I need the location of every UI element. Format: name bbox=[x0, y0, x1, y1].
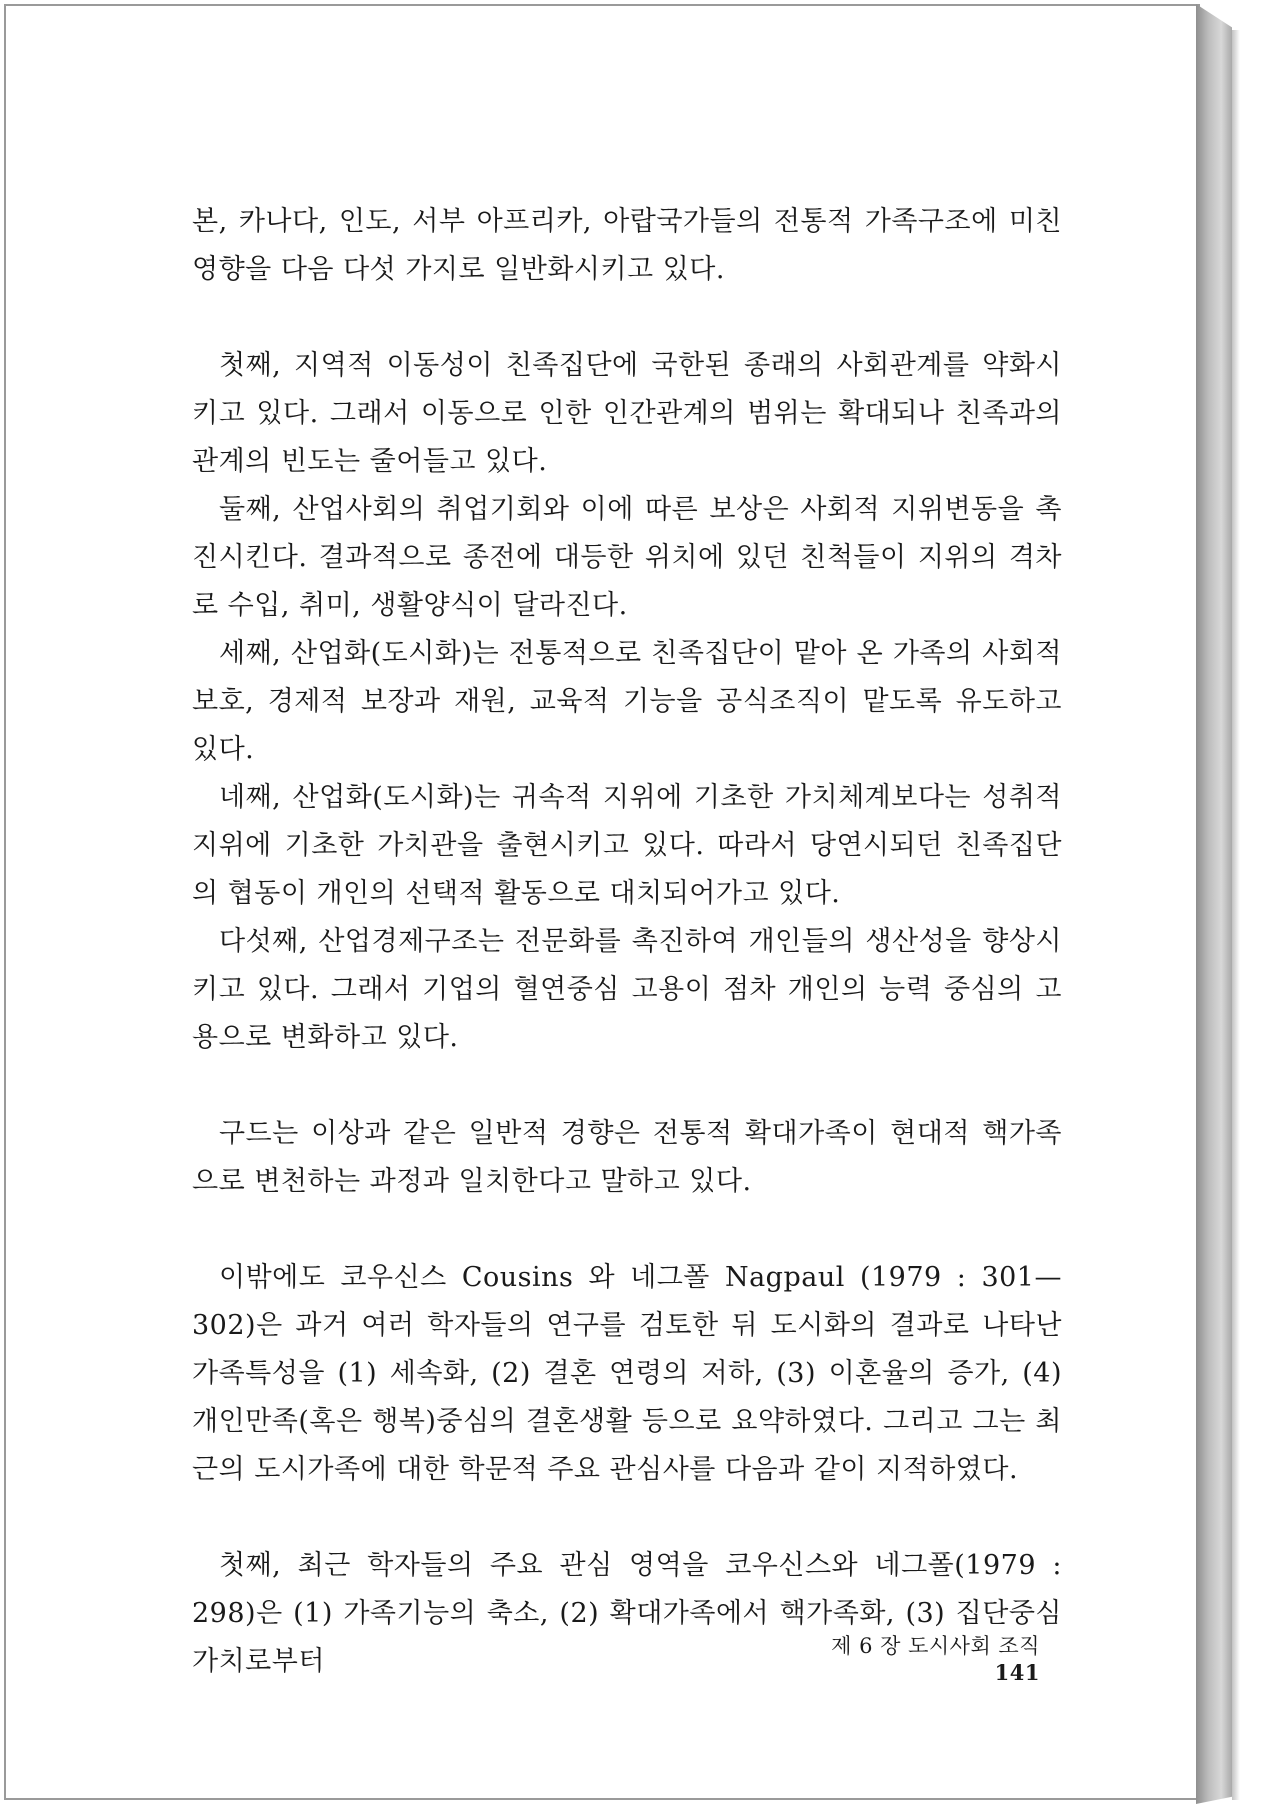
paragraph: 세째, 산업화(도시화)는 전통적으로 친족집단이 맡아 온 가족의 사회적보호, 경제적 보장과 재원, 교육적 기능을 공식조직이 맡도록 유도하고 있다. bbox=[192, 638, 1062, 765]
paragraph: 다섯째, 산업경제구조는 전문화를 촉진하여 개인들의 생산성을 향상시키고 있다. 그래서 기업의 혈연중심 고용이 점차 개인의 능력 중심의 고용으로 변화하고 있다. bbox=[192, 926, 1062, 1053]
page-footer bbox=[780, 1630, 1040, 1685]
paragraph: 네째, 산업화(도시화)는 귀속적 지위에 기초한 가치체계보다는 성취적 지위에 기초한 가치관을 출현시키고 있다. 따라서 당연시되던 친족집단의 협동이 개인의 선택적 활동으로 대치되어가고 있다. bbox=[192, 782, 1062, 909]
paragraph: 첫째, 지역적 이동성이 친족집단에 국한된 종래의 사회관계를 약화시키고 있다. 그래서 이동으로 인한 인간관계의 범위는 확대되나 친족과의 관계의 빈도는 줄어들고 있다. bbox=[192, 350, 1062, 477]
page-body bbox=[192, 198, 1062, 1686]
page-number: 141 bbox=[994, 1660, 1040, 1685]
chapter-title: 제 6 장 도시사회 조직 bbox=[831, 1634, 1040, 1658]
page-edge bbox=[1196, 4, 1232, 1804]
paragraph: 구드는 이상과 같은 일반적 경향은 전통적 확대가족이 현대적 핵가족으로 변천하는 과정과 일치한다고 말하고 있다. bbox=[192, 1118, 1062, 1197]
paragraph: 둘째, 산업사회의 취업기회와 이에 따른 보상은 사회적 지위변동을 촉진시킨다. 결과적으로 종전에 대등한 위치에 있던 친척들이 지위의 격차로 수입, 취미, 생활양식이 달라진다. bbox=[192, 494, 1062, 621]
paragraph: 본, 카나다, 인도, 서부 아프리카, 아랍국가들의 전통적 가족구조에 미친 영향을 다음 다섯 가지로 일반화시키고 있다. bbox=[192, 206, 1062, 285]
paragraph: 첫째, 최근 학자들의 주요 관심 영역을 코우신스와 네그폴(1979 : 298)은 (1) 가족기능의 축소, (2) 확대가족에서 핵가족화, (3) 집단중심가치로부터 bbox=[192, 1550, 1062, 1677]
paragraph: 이밖에도 코우신스 Cousins 와 네그폴 Nagpaul (1979 : 301—302)은 과거 여러 학자들의 연구를 검토한 뒤 도시화의 결과로 나타난 가족특성을 (1) 세속화, (2) 결혼 연령의 저하, (3) 이혼율의 증가, (4) 개인만족(혹은 행복)중심의 결혼생활 등으로 요약하였다. 그리고 그는 최근의 도시가족에 대한 학문적 주요 관심사를 다음과 같이 지적하였다. bbox=[192, 1262, 1062, 1485]
page-edge-shadow bbox=[1232, 30, 1240, 1800]
